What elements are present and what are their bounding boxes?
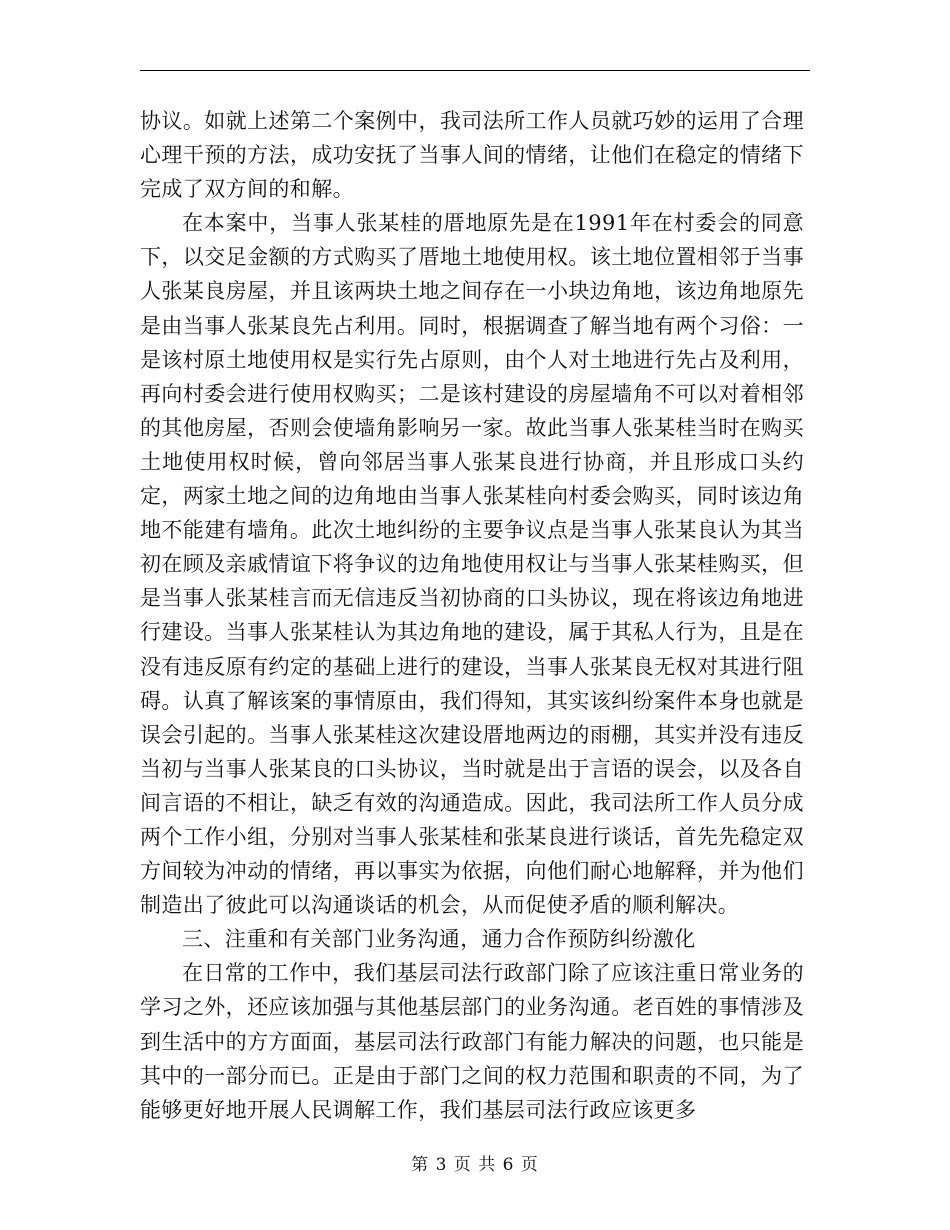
paragraph-case-description: 在本案中，当事人张某桂的厝地原先是在1991年在村委会的同意下，以交足金额的方式购买了厝地土地使用权。该土地位置相邻于当事人张某良房屋，并且该两块土地之间存在一小块边角地，该边角地原先是由当事人张某良先占利用。同时，根据调查了解当地有两个习俗：一是该村原土地使用权是实行先占原则，由个人对土地进行先占及利用，再向村委会进行使用权购买；二是该村建设的房屋墙角不可以对着相邻的其他房屋，否则会使墙角影响另一家。故此当事人张某桂当时在购买土地使用权时候，曾向邻居当事人张某良进行协商，并且形成口头约定，两家土地之间的边角地由当事人张某桂向村委会购买，同时该边角地不能建有墙角。此次土地纠纷的主要争议点是当事人张某良认为其当初在顾及亲戚情谊下将争议的边角地使用权让与当事人张某桂购买，但是当事人张某桂言而无信违反当初协商的口头协议，现在将该边角地进行建设。当事人张某桂认为其边角地的建设，属于其私人行为，且是在没有违反原有约定的基础上进行的建设，当事人张某良无权对其进行阻碍。认真了解该案的事情原由，我们得知，其实该纠纷案件本身也就是误会引起的。当事人张某桂这次建设厝地两边的雨棚，其实并没有违反当初与当事人张某良的口头协议，当时就是出于言语的误会，以及各自间言语的不相让，缺乏有效的沟通造成。因此，我司法所工作人员分成两个工作小组，分别对当事人张某桂和张某良进行谈话，首先先稳定双方间较为冲动的情绪，再以事实为依据，向他们耐心地解释，并为他们制造出了彼此可以沟通谈话的机会，从而促使矛盾的顺利解决。 (140, 211, 804, 918)
page-number-footer: 第 3 页 共 6 页 (411, 1155, 539, 1175)
body-text (140, 104, 804, 1127)
paragraph-department-communication: 在日常的工作中，我们基层司法行政部门除了应该注重日常业务的学习之外，还应该加强与其他基层部门的业务沟通。老百姓的事情涉及到生活中的方方面面，基层司法行政部门有能力解决的问题，也只能是其中的一部分而已。正是由于部门之间的权力范围和职责的不同，为了能够更好地开展人民调解工作，我们基层司法行政应该更多 (140, 961, 804, 1122)
paragraph-continuation: 协议。如就上述第二个案例中，我司法所工作人员就巧妙的运用了合理心理干预的方法，成功安抚了当事人间的情绪，让他们在稳定的情绪下完成了双方间的和解。 (140, 109, 804, 202)
header-rule (140, 70, 810, 71)
section-heading: 三、注重和有关部门业务沟通，通力合作预防纠纷激化 (182, 927, 696, 952)
